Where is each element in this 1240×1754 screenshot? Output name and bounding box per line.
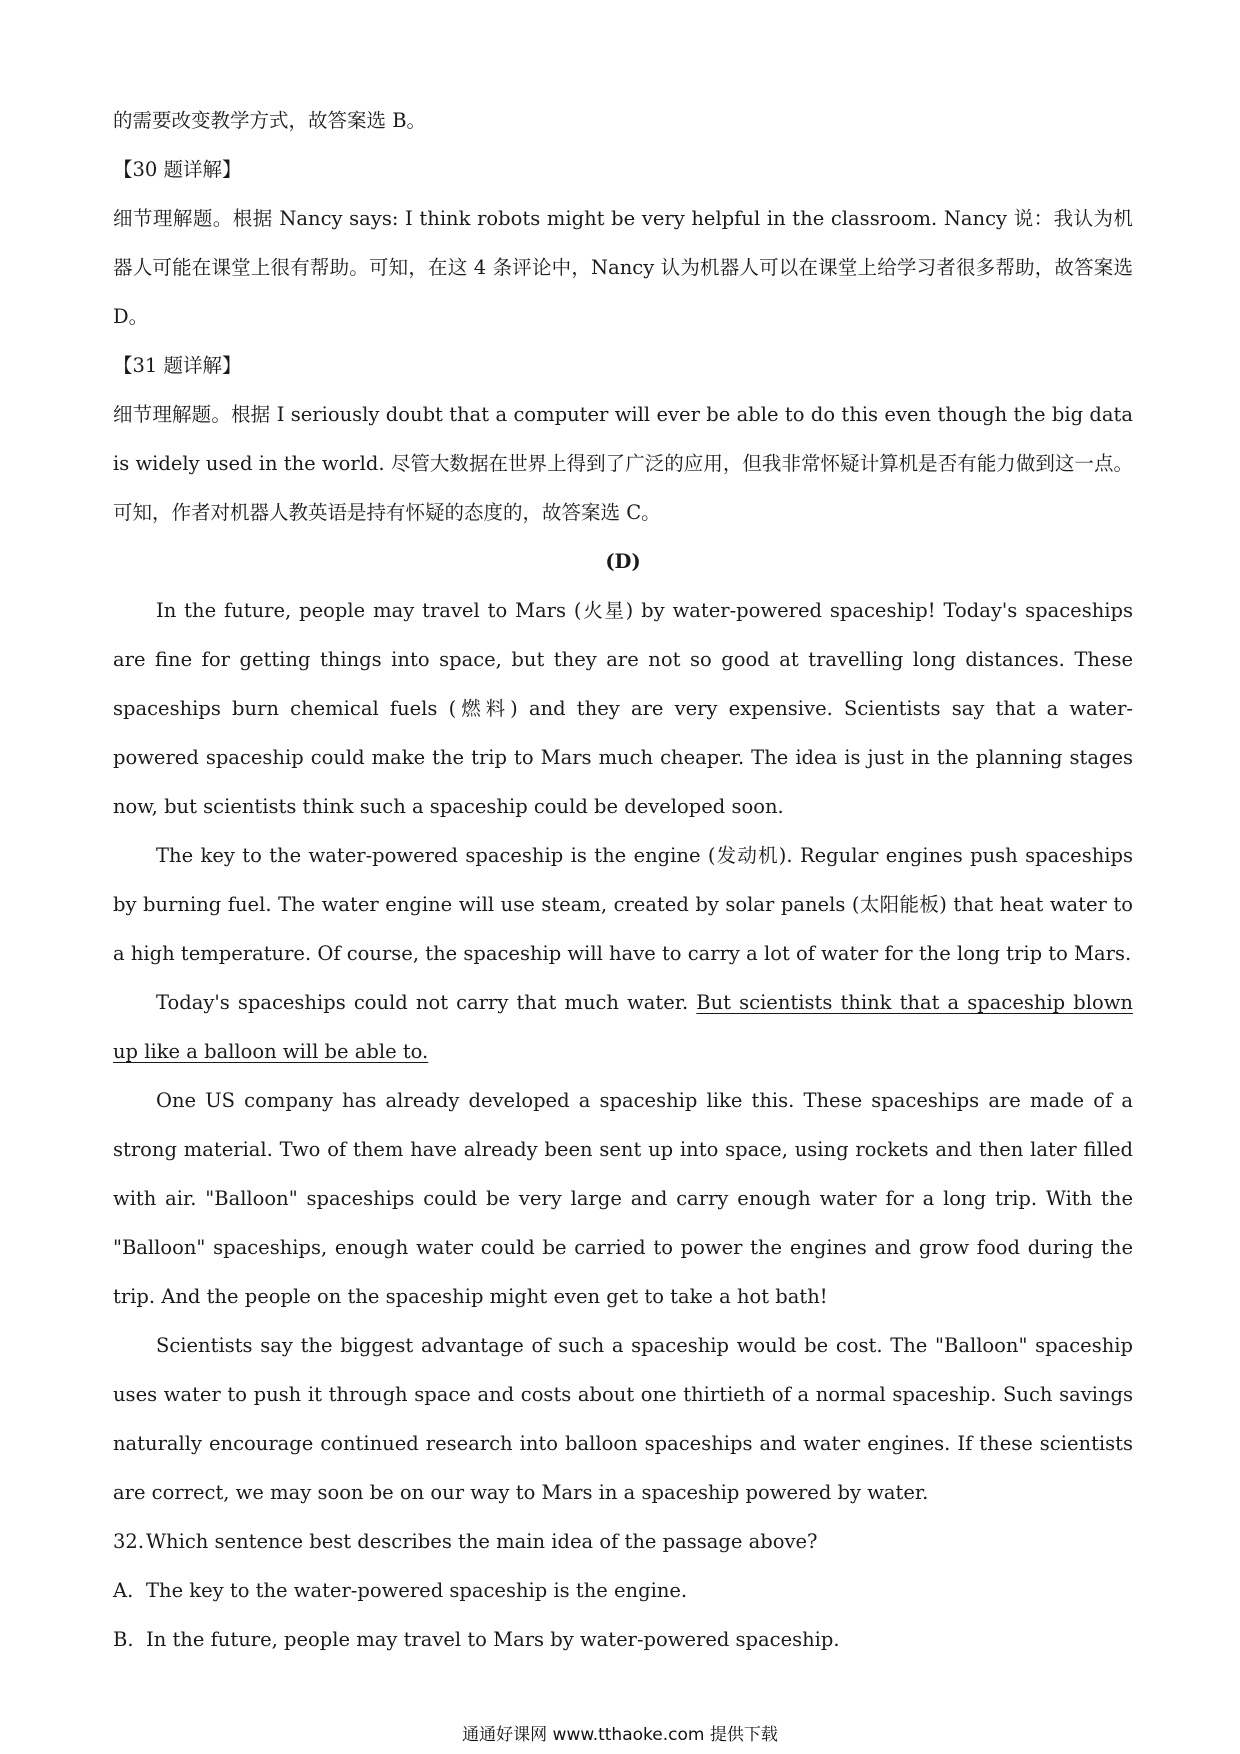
- q31-heading: 【31 题详解】: [113, 354, 242, 377]
- underlined-sentence: But scientists think that a spaceship blown up like a balloon will be able to.: [113, 991, 1133, 1063]
- passage-paragraph-3-text: Today's spaceships could not carry that much water.: [156, 991, 697, 1014]
- passage-paragraph-4: One US company has already developed a spaceship like this. These spaceships are made of a strong material. Two of them have already been sent up into space, using rockets and then later filled with air. "Balloon" spaceships could be very large and carry enough water for a long trip. With the "Balloon" spaceships, enough water could be carried to power the engines and grow food during the trip. And the people on the spaceship might even get to take a hot bath!: [113, 1089, 1133, 1308]
- page-footer: 通通好课网 www.tthaoke.com 提供下载: [462, 1725, 778, 1745]
- question-32: [113, 1517, 1133, 1566]
- option-b-text: In the future, people may travel to Mars by water-powered spaceship.: [146, 1628, 840, 1651]
- option-b-letter: B.: [113, 1628, 134, 1651]
- option-a-text: The key to the water-powered spaceship is the engine.: [146, 1579, 688, 1602]
- passage-paragraph-2: The key to the water-powered spaceship is the engine (发动机). Regular engines push spaceships by burning fuel. The water engine will use steam, created by solar panels (太阳能板) that heat water to a high temperature. Of course, the spaceship will have to carry a lot of water for the long trip to Mars.: [113, 844, 1133, 965]
- q30-explanation: 细节理解题。根据 Nancy says: I think robots might be very helpful in the classroom. Nancy 说：我认为机器人可能在课堂上很有帮助。可知，在这 4 条评论中，Nancy 认为机器人可以在课堂上给学习者很多帮助，故答案选 D。: [113, 207, 1133, 328]
- q30-heading: 【30 题详解】: [113, 158, 242, 181]
- question-number: 32.: [113, 1530, 145, 1553]
- q31-explanation: 细节理解题。根据 I seriously doubt that a computer will ever be able to do this even though the big data is widely used in the world. 尽管大数据在世界上得到了广泛的应用，但我非常怀疑计算机是否有能力做到这一点。可知，作者对机器人教英语是持有怀疑的态度的，故答案选 C。: [113, 403, 1133, 524]
- answer-29-ending: 的需要改变教学方式，故答案选 B。: [113, 109, 427, 132]
- passage-paragraph-5: Scientists say the biggest advantage of such a spaceship would be cost. The "Balloon" spaceship uses water to push it through space and costs about one thirtieth of a normal spaceship. Such savings naturally encourage continued research into balloon spaceships and water engines. If these scientists are correct, we may soon be on our way to Mars in a spaceship powered by water.: [113, 1334, 1133, 1504]
- passage-paragraph-1: In the future, people may travel to Mars (火星) by water-powered spaceship! Today's spaceships are fine for getting things into space, but they are not so good at travelling long distances. These spaceships burn chemical fuels (燃料) and they are very expensive. Scientists say that a water-powered spaceship could make the trip to Mars much cheaper. The idea is just in the planning stages now, but scientists think such a spaceship could be developed soon.: [113, 599, 1133, 818]
- document-content: [113, 96, 1133, 1664]
- option-a-letter: A.: [113, 1579, 134, 1602]
- passage-paragraph-3: [113, 978, 1133, 1076]
- option-a: [113, 1566, 1133, 1615]
- passage-title: (D): [605, 550, 641, 573]
- question-text: Which sentence best describes the main idea of the passage above?: [146, 1530, 818, 1553]
- option-b: [113, 1615, 1133, 1664]
